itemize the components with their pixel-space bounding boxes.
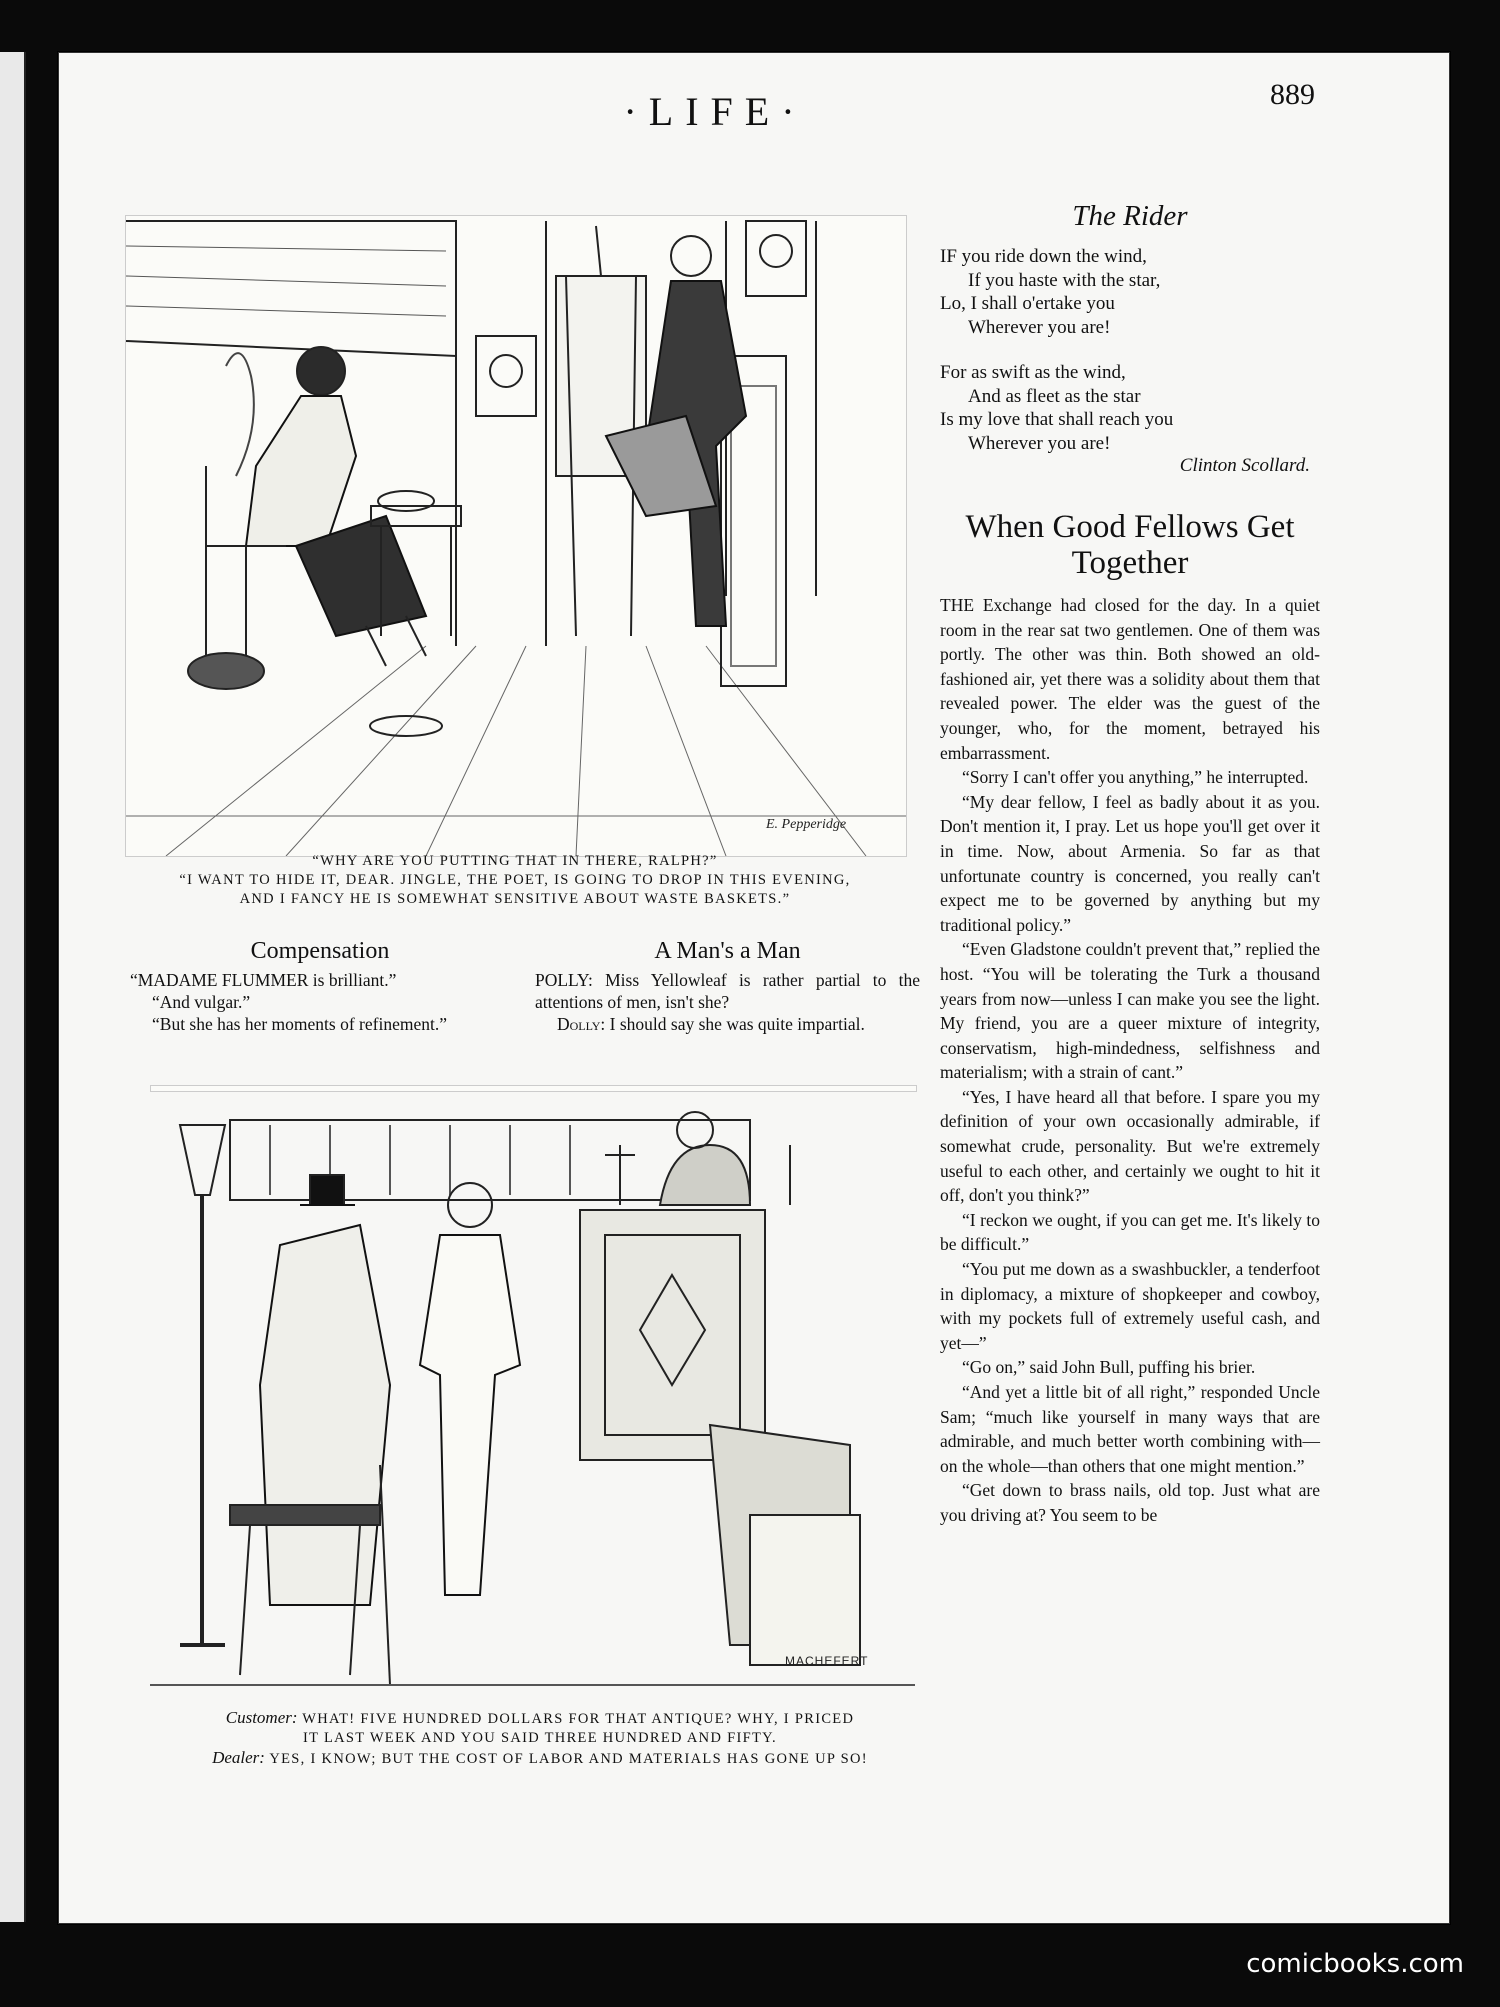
customer-label: Customer: [225,1708,298,1727]
caption1-line2: “I WANT TO HIDE IT, DEAR. JINGLE, THE POET, IS GOING TO DROP IN THIS EVENING, [179,872,851,888]
right-column [940,200,1320,1528]
poem-line-6: And as fleet as the star [968,385,1141,407]
dolly-text: I should say she was quite impartial. [609,1014,865,1034]
poem-line-5: For as swift as the wind, [940,362,1126,383]
article-paragraph: “Get down to brass nails, old top. Just what are you driving at? You seem to be [940,1480,1320,1525]
mans-a-man-section [535,938,920,1035]
poem-line-2: If you haste with the star, [968,269,1161,291]
compensation-line1: “MADAME FLUMMER is brilliant.” [130,970,397,990]
cartoon1-caption [120,852,910,909]
dolly-label: Dolly: [557,1014,606,1034]
poem-line-3: Lo, I shall o'ertake you [940,293,1115,314]
customer-text: WHAT! FIVE HUNDRED DOLLARS FOR THAT ANTIQUE? WHY, I PRICED [302,1711,855,1727]
compensation-line2: “And vulgar.” [152,992,251,1012]
cartoon2-caption [160,1708,920,1769]
studio-drawing [126,216,906,856]
poem-line-4: Wherever you are! [968,316,1111,338]
caption1-line1: “WHY ARE YOU PUTTING THAT IN THERE, RALPH?” [312,853,718,869]
mans-a-man-title: A Man's a Man [654,938,801,964]
poem-author: Clinton Scollard. [1179,455,1310,476]
article-paragraph: “Even Gladstone couldn't prevent that,” replied the host. “You will be tolerating the Turk a thousand years from now—unless I can make you see the light. My friend, you are a queer mixture of integrity, conservatism, high-mindedness, selfishness and materialism; with a strain of cant.” [940,939,1320,1083]
article-body [940,593,1320,1528]
cartoon1-signature: E. Pepperidge [766,817,847,832]
poem-the-rider [940,200,1320,477]
compensation-title: Compensation [250,938,390,964]
masthead: ·LIFE· [623,89,807,134]
page-number: 889 [1270,78,1315,111]
polly-label: POLLY: [535,970,593,990]
article-paragraph: “You put me down as a swashbuckler, a tenderfoot in diplomacy, a mixture of shopkeeper and cowboy, with my pockets full of extremely useful cash, and yet—” [940,1259,1320,1353]
poem-line-7: Is my love that shall reach you [940,409,1174,430]
adjacent-page-edge [0,52,26,1922]
poem-line-8: Wherever you are! [968,432,1111,454]
cartoon-studio-illustration [125,215,907,857]
cartoon2-signature: MACHEFERT [785,1654,869,1668]
dealer-label: Dealer: [212,1748,265,1767]
article-paragraph: “Sorry I can't offer you anything,” he interrupted. [962,767,1309,788]
polly-text: Miss Yellowleaf is rather partial to the attentions of men, isn't she? [535,970,920,1012]
article-paragraph: “My dear fellow, I feel as badly about it as you. Don't mention it, I pray. Let us hope you'll get over it in time. Now, about Armenia. So far as that unfortunate country is concerned, you really can't expect me to be governed by anything but my traditional policy.” [940,791,1320,935]
antique-shop-scene [150,1085,915,1720]
customer-text-2: IT LAST WEEK AND YOU SAID THREE HUNDRED AND FIFTY. [303,1730,777,1746]
article-paragraph: “I reckon we ought, if you can get me. It's likely to be difficult.” [940,1209,1320,1255]
compensation-line3: “But she has her moments of refinement.” [152,1014,447,1034]
caption1-line3: AND I FANCY HE IS SOMEWHAT SENSITIVE ABOUT WASTE BASKETS.” [239,891,791,907]
article-paragraph: THE Exchange had closed for the day. In a quiet room in the rear sat two gentlemen. One of them was portly. The other was thin. Both showed an old-fashioned air, yet there was a solidity about them that revealed power. The elder was the guest of the younger, who, for the moment, betrayed his embarrassment. [940,595,1320,763]
article-title: When Good Fellows Get Together [965,509,1295,581]
article-paragraph: “Go on,” said John Bull, puffing his brier. [962,1357,1256,1378]
compensation-section [130,938,510,1035]
poem-line-1: IF you ride down the wind, [940,246,1147,267]
poem-title: The Rider [1072,200,1188,232]
article-paragraph: “And yet a little bit of all right,” responded Uncle Sam; “much like yourself in many ways that are admirable, and much better worth combining with—on the whole—than others that one might mention.” [940,1382,1320,1476]
dealer-text: YES, I KNOW; BUT THE COST OF LABOR AND MATERIALS HAS GONE UP SO! [269,1751,868,1767]
site-watermark: comicbooks.com [1246,1949,1464,1979]
article-paragraph: “Yes, I have heard all that before. I spare you my definition of your own occasionally admirable, if somewhat crude, personality. But we're extremely useful to each other, and certainly we ought to hit it off, don't you think?” [940,1086,1320,1206]
